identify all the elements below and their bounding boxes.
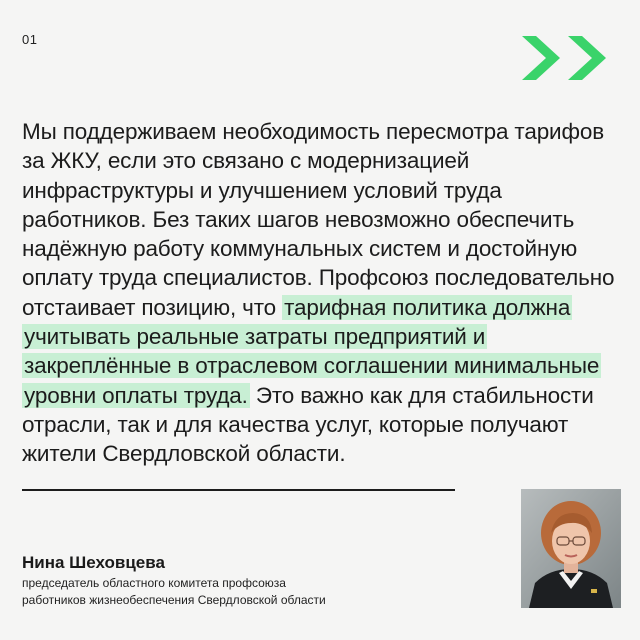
quote-text-intro: Мы поддерживаем необходимость пересмотра тарифов за ЖКУ, если это связано с модернизацией инфраструктуры и улучшением условий труда работников. Без таких шагов невозможно обеспечить надёжную работу коммунальных систем и достойную оплату труда специалистов. Профсоюз последовательно отстаивает позицию, что (22, 119, 615, 320)
author-role (22, 575, 462, 609)
page-number: 01 (22, 32, 38, 47)
quote-text (22, 117, 622, 469)
author-name: Нина Шеховцева (22, 553, 165, 572)
quote-highlight: тарифная политика должна учитывать реальные затраты предприятий и закреплённые в отраслевом соглашении минимальные уровни оплаты труда. (24, 294, 600, 408)
author-role-line: председатель областного комитета профсоюза (22, 576, 286, 590)
quote-text-outro: Это важно как для стабильности отрасли, так и для качества услуг, которые получают жители Свердловской области. (22, 382, 594, 467)
author-role-line: работников жизнеобеспечения Свердловской области (22, 593, 326, 607)
divider (22, 489, 455, 491)
double-chevron-icon (516, 28, 616, 88)
author-photo (521, 489, 621, 608)
